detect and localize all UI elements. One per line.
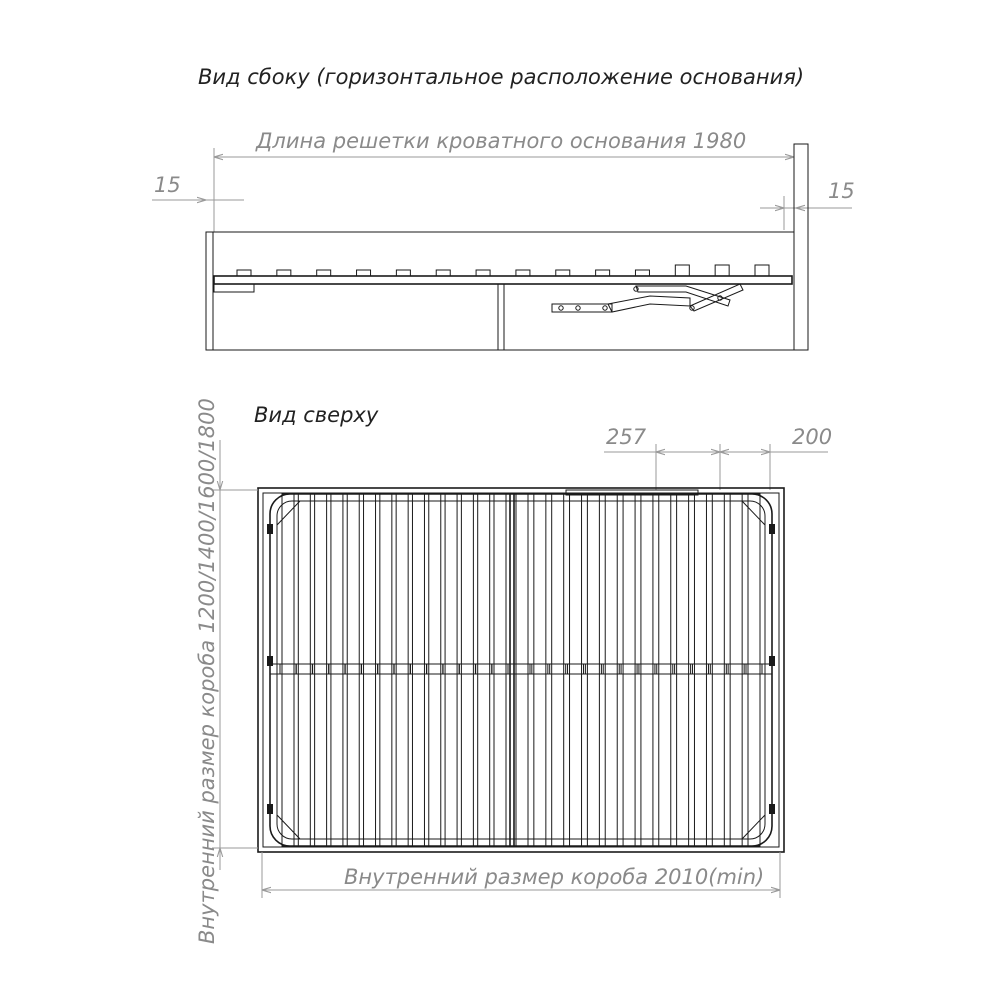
top-slat (347, 494, 359, 846)
side-headboard (794, 144, 808, 350)
top-slat (298, 494, 310, 846)
side-slat (715, 265, 729, 276)
top-slat (677, 494, 689, 846)
side-slat (357, 270, 371, 276)
top-corner-brace-bl (277, 815, 300, 839)
top-slat (478, 494, 490, 846)
top-slat (712, 494, 724, 846)
top-corner-brace-br (742, 815, 765, 839)
side-gap-left-label: 15 (154, 173, 181, 197)
top-width-label: Внутренний размер короба 1200/1400/1600/1800 (195, 398, 219, 944)
top-slat (534, 494, 546, 846)
side-slat (476, 270, 490, 276)
side-frame-bracket (214, 284, 254, 292)
top-slat (364, 494, 376, 846)
top-slat (587, 494, 599, 846)
top-dim-257-label: 257 (606, 425, 647, 449)
top-slat (605, 494, 617, 846)
top-slat (412, 494, 424, 846)
side-slat (635, 270, 649, 276)
top-slat (461, 494, 473, 846)
side-slat (675, 265, 689, 276)
side-gas-lift-mechanism (552, 284, 743, 312)
side-center-partition (498, 284, 504, 350)
top-box-outer (258, 488, 784, 852)
side-slat (596, 270, 610, 276)
side-slat (436, 270, 450, 276)
top-slat (552, 494, 564, 846)
top-slat (641, 494, 653, 846)
top-slat (429, 494, 441, 846)
side-view-title: Вид сбоку (горизонтальное расположение основания) (198, 65, 805, 89)
top-slat (694, 494, 706, 846)
side-length-label: Длина решетки кроватного основания 1980 (256, 129, 747, 153)
side-slats (237, 265, 769, 276)
top-dim-200-label: 200 (792, 425, 833, 449)
top-slat (730, 494, 742, 846)
side-slat (317, 270, 331, 276)
top-length-label: Внутренний размер короба 2010(min) (344, 865, 765, 889)
side-slat (396, 270, 410, 276)
top-view-title: Вид сверху (254, 403, 379, 427)
top-slat (516, 494, 528, 846)
side-frame-rail (214, 276, 792, 284)
side-box-left-wall (206, 232, 213, 350)
side-slat (237, 270, 251, 276)
top-slat (396, 494, 408, 846)
side-slat (277, 270, 291, 276)
side-slat (755, 265, 769, 276)
side-slat (516, 270, 530, 276)
top-corner-brace-tr (742, 501, 765, 525)
top-slat (659, 494, 671, 846)
top-slat (315, 494, 327, 846)
top-slat (331, 494, 343, 846)
top-slats (280, 494, 762, 846)
top-slat (623, 494, 635, 846)
top-slat (380, 494, 392, 846)
top-slat (748, 494, 760, 846)
top-slat (494, 494, 506, 846)
top-frame-inner (277, 501, 765, 839)
top-view (195, 398, 832, 944)
top-slat (282, 494, 294, 846)
top-slat (445, 494, 457, 846)
side-gap-right-label: 15 (828, 179, 855, 203)
top-corner-brace-tl (277, 501, 300, 525)
side-slat (556, 270, 570, 276)
top-box-inner (263, 493, 779, 847)
top-slat (570, 494, 582, 846)
side-view (152, 65, 855, 350)
